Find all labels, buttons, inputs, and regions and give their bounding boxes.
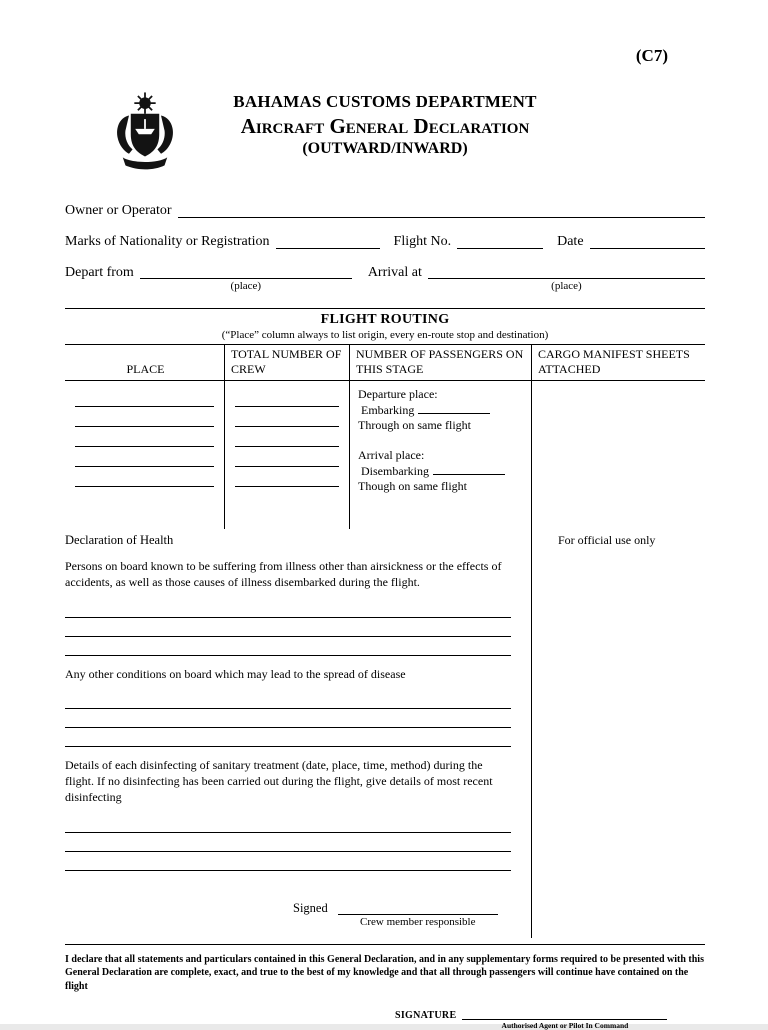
health-question-illness: Persons on board known to be suffering from illness other than airsickness or the effects of accidents, as well as those causes of illness disembarked during the flight. [65, 559, 502, 589]
departure-place-label: Departure place: [358, 387, 438, 401]
crew-entry-line[interactable] [235, 407, 339, 427]
flight-no-label: Flight No. [393, 234, 452, 249]
health-answer-line[interactable] [65, 728, 511, 747]
marks-registration-label: Marks of Nationality or Registration [65, 234, 270, 249]
department-title: BAHAMAS CUSTOMS DEPARTMENT [233, 92, 537, 111]
health-answer-lines-1 [65, 599, 511, 656]
crew-member-responsible-label: Crew member responsible [360, 915, 476, 928]
signature-input-line[interactable] [462, 1007, 667, 1020]
authorised-agent-label: Authorised Agent or Pilot In Command [501, 1021, 629, 1030]
health-answer-line[interactable] [65, 599, 511, 618]
registration-flight-date-row [65, 233, 705, 250]
arrival-at-input-line[interactable] [428, 264, 705, 279]
coat-of-arms-graphic [105, 90, 185, 182]
flight-routing-title: FLIGHT ROUTING [320, 312, 450, 327]
signature-row [395, 1007, 705, 1030]
depart-from-label: Depart from [65, 265, 134, 280]
owner-operator-label: Owner or Operator [65, 203, 172, 218]
form-header [65, 88, 705, 188]
disembarking-row [358, 463, 523, 479]
column-header-crew: TOTAL NUMBER OF CREW [225, 345, 350, 381]
form-direction-subtitle: (OUTWARD/INWARD) [302, 140, 468, 157]
crew-entry-line[interactable] [235, 467, 339, 487]
place-entry-line[interactable] [75, 467, 214, 487]
health-answer-line[interactable] [65, 833, 511, 852]
health-answer-line[interactable] [65, 637, 511, 656]
passenger-cell-spacer [358, 434, 523, 448]
signature-label: SIGNATURE [395, 1010, 457, 1022]
disembarking-input-line[interactable] [433, 463, 505, 475]
date-input-line[interactable] [590, 233, 705, 249]
column-header-place: PLACE [65, 345, 225, 381]
marks-registration-input-line[interactable] [276, 233, 380, 249]
health-answer-line[interactable] [65, 814, 511, 833]
health-answer-lines-3 [65, 814, 511, 871]
depart-from-input-line[interactable] [140, 264, 352, 279]
health-title: Declaration of Health [65, 533, 174, 547]
place-entry-line[interactable] [75, 407, 214, 427]
arrival-at-label: Arrival at [367, 265, 422, 280]
arrival-at-block [428, 264, 705, 292]
embarking-row [358, 402, 523, 418]
signed-block [338, 897, 498, 928]
form-title: Aircraft General Declaration [240, 114, 530, 138]
health-question-disinfecting: Details of each disinfecting of sanitary treatment (date, place, time, method) during the flight. If no disinfecting has been carried out during the flight, give details of most recent disinfecting [65, 758, 493, 805]
passengers-column-cell [350, 381, 532, 529]
owner-operator-row [65, 202, 705, 219]
arrival-place-hint: (place) [551, 280, 582, 292]
official-use-column [532, 529, 705, 938]
form-code: (C7) [635, 46, 668, 65]
declaration-statement: I declare that all statements and particulars contained in this General Declaration, and in any supplementary forms required to be presented with this General Declaration are complete, exact, and true to the best of my knowledge and that all through passengers will continue have contained on the flight [65, 953, 704, 992]
embarking-input-line[interactable] [418, 402, 490, 414]
depart-arrival-row [65, 264, 705, 292]
signature-block [462, 1007, 667, 1030]
health-answer-line[interactable] [65, 690, 511, 709]
crew-column-cell [225, 381, 350, 529]
health-answer-line[interactable] [65, 618, 511, 637]
depart-from-block [140, 264, 352, 292]
crew-entry-line[interactable] [235, 447, 339, 467]
signed-label: Signed [293, 900, 328, 915]
though-same-flight-label: Though on same flight [358, 479, 467, 494]
footer-declaration-section [65, 944, 705, 1030]
arrival-place-label: Arrival place: [358, 447, 425, 462]
health-answer-line[interactable] [65, 709, 511, 728]
flight-no-input-line[interactable] [457, 233, 543, 249]
column-header-passengers: NUMBER OF PASSENGERS ON THIS STAGE [350, 345, 532, 381]
owner-operator-input-line[interactable] [178, 202, 705, 218]
place-entry-line[interactable] [75, 447, 214, 467]
place-entry-line[interactable] [75, 387, 214, 407]
through-same-flight-label: Through on same flight [358, 418, 471, 433]
place-column-cell [65, 381, 225, 529]
column-header-cargo: CARGO MANIFEST SHEETS ATTACHED [532, 345, 705, 381]
health-answer-line[interactable] [65, 852, 511, 871]
flight-routing-section [65, 308, 705, 529]
signed-row [293, 897, 511, 928]
cargo-manifest-cell[interactable] [532, 381, 705, 529]
crew-entry-line[interactable] [235, 427, 339, 447]
bahamas-coat-of-arms-logo [105, 90, 185, 182]
flight-routing-subtitle: (“Place” column always to list origin, every en-route stop and destination) [221, 329, 549, 341]
declaration-of-health-section [65, 529, 705, 938]
date-label: Date [557, 234, 584, 249]
place-entry-line[interactable] [75, 427, 214, 447]
embarking-label: Embarking [361, 403, 415, 418]
health-question-conditions: Any other conditions on board which may lead to the spread of disease [65, 666, 406, 681]
depart-place-hint: (place) [230, 280, 262, 292]
signed-input-line[interactable] [338, 897, 498, 915]
health-left-column [65, 529, 532, 938]
disembarking-label: Disembarking [361, 463, 429, 478]
flight-routing-table [65, 344, 705, 529]
official-use-label: For official use only [558, 533, 656, 547]
crew-entry-line[interactable] [235, 387, 339, 407]
health-answer-lines-2 [65, 690, 511, 747]
